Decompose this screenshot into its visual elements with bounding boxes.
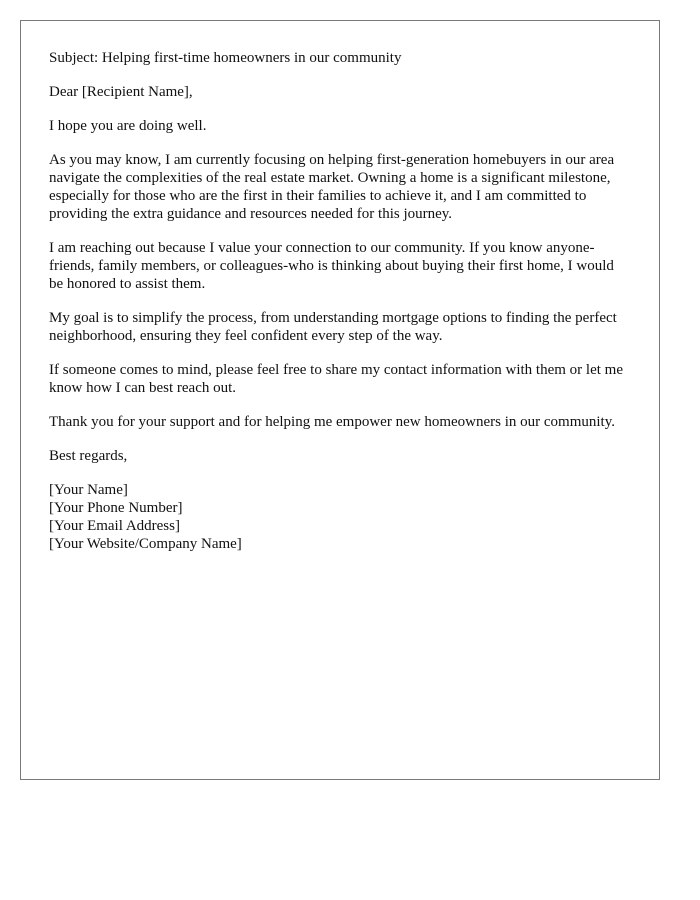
letter-subject: Subject: Helping first-time homeowners in our community — [49, 50, 402, 66]
letter-page — [20, 20, 660, 780]
letter-salutation: Dear [Recipient Name], — [49, 84, 193, 100]
signature-name: [Your Name] — [49, 482, 128, 498]
signature-phone: [Your Phone Number] — [49, 500, 183, 516]
letter-paragraph: If someone comes to mind, please feel free to share my contact information with them or let me know how I can best reach out. — [49, 362, 623, 396]
letter-closing: Best regards, — [49, 448, 128, 464]
letter-paragraph: I hope you are doing well. — [49, 118, 207, 134]
letter-paragraph: As you may know, I am currently focusing on helping first-generation homebuyers in our area navigate the complexities of the real estate market. Owning a home is a significant milestone, especially for those who are the first in their families to achieve it, and I am committed to providing the extra guidance and resources needed for this journey. — [49, 152, 615, 222]
signature-website: [Your Website/Company Name] — [49, 536, 242, 552]
letter-paragraph: I am reaching out because I value your connection to our community. If you know anyone-friends, family members, or colleagues-who is thinking about buying their first home, I would be honored to assist them. — [49, 240, 614, 292]
signature-email: [Your Email Address] — [49, 518, 180, 534]
letter-paragraph: Thank you for your support and for helping me empower new homeowners in our community. — [49, 414, 615, 430]
signature-block — [49, 481, 631, 553]
letter-paragraph: My goal is to simplify the process, from understanding mortgage options to finding the perfect neighborhood, ensuring they feel confident every step of the way. — [49, 310, 617, 344]
